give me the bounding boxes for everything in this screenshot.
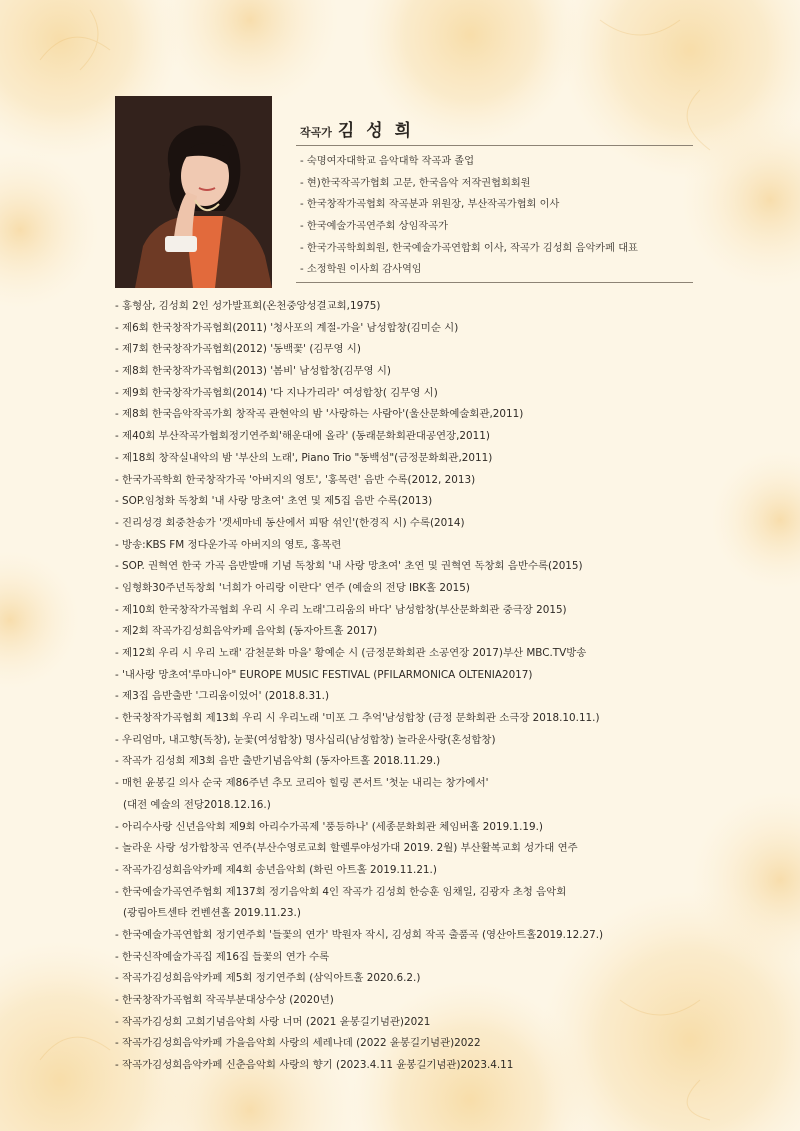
career-item: - 한국창작가곡협회 작곡부분대상수상 (2020년) (115, 994, 334, 1006)
career-item: - 작곡가김성희음악카페 신춘음악회 사랑의 향기 (2023.4.11 윤봉길기념관)2023.4.11 (115, 1059, 514, 1072)
career-item-continuation: (대전 예술의 전당2018.12.16.) (123, 798, 271, 811)
career-item: - 제7회 한국창작가곡협회(2012) '동백꽃' (김무영 시) (115, 343, 361, 356)
career-item: - 작곡가김성희 고희기념음악회 사랑 너머 (2021 윤봉길기념관)2021 (115, 1015, 431, 1028)
career-item: - 제9회 한국창작가곡협회(2014) '다 지나가리라' 여성합창( 김무영 시) (115, 386, 438, 399)
career-item: - 한국예술가곡연주협회 제137회 정기음악회 4인 작곡가 김성희 한승훈 임채일, 김광자 초청 음악회 (115, 885, 567, 898)
career-item: - SOP. 권혁연 한국 가곡 음반발매 기념 독창회 '내 사랑 망초여' 초연 및 권혁연 독창회 음반수록(2015) (115, 560, 583, 573)
header-divider-top (296, 145, 693, 146)
profile-item: - 숙명여자대학교 음악대학 작곡과 졸업 (300, 156, 475, 167)
career-item: - 작곡가김성희음악카페 제5회 정기연주회 (삼익아트홀 2020.6.2.) (115, 972, 421, 985)
career-item: - 제12회 우리 시 우리 노래' 감천문화 마을' 황예순 시 (금정문화회관 소공연장 2017)부산 MBC.TV방송 (115, 647, 587, 659)
career-item: - 작곡가 김성희 제3회 음반 출반기념음악회 (동자아트홀 2018.11.29.) (115, 755, 441, 768)
career-item: - 임형화30주년독창회 '너희가 아리랑 이란다' 연주 (예술의 전당 IBK홀 2015) (115, 581, 470, 594)
career-item: - 진리성경 회중찬송가 '겟세마네 동산에서 피땀 섞인'(한경직 시) 수록(2014) (115, 516, 465, 529)
composer-name: 김 성 희 (337, 121, 414, 141)
career-item: - SOP.임청화 독창회 '내 사랑 망초여' 초연 및 제5집 음반 수록(2013) (115, 495, 433, 508)
career-item: - 한국예술가곡연합회 정기연주회 '들꽃의 연가' 박원자 작시, 김성희 작곡 출품곡 (영산아트홀2019.12.27.) (115, 928, 604, 941)
header-divider-bottom (296, 282, 693, 283)
career-item: - 한국가곡학회 한국창작가곡 '아버지의 영토', '홍목련' 음반 수록(2012, 2013) (115, 473, 476, 486)
profile-item: - 한국예술가곡연주회 상임작곡가 (300, 221, 448, 233)
profile-list (300, 151, 700, 281)
career-item: - 제3집 음반출반 '그리움이었어' (2018.8.31.) (115, 690, 330, 703)
career-item-continuation: (광림아트센타 컨벤션홀 2019.11.23.) (123, 907, 301, 920)
career-item: - 작곡가김성희음악카페 제4회 송년음악회 (화린 아트홀 2019.11.21.) (115, 863, 437, 876)
career-item: - 작곡가김성희음악카페 가을음악회 사랑의 세레나데 (2022 윤봉길기념관)2022 (115, 1037, 481, 1050)
profile-item: - 한국가곡학회회원, 한국예술가곡연합회 이사, 작곡가 김성희 음악카페 대표 (300, 242, 638, 254)
career-list (115, 296, 765, 1077)
career-item: - 제8회 한국창작가곡협회(2013) '봄비' 남성합창(김무영 시) (115, 365, 391, 378)
profile-item: - 소정학원 이사회 감사역임 (300, 264, 422, 276)
career-item: - 놀라운 사랑 성가합창곡 연주(부산수영로교회 할렐루야성가대 2019. 2월) 부산활복교회 성가대 연주 (115, 842, 578, 855)
career-item: - 제2회 작곡가김성희음악카페 음악회 (동자아트홀 2017) (115, 625, 378, 638)
profile-item: - 한국창작가곡협회 작곡분과 위원장, 부산작곡가협회 이사 (300, 199, 560, 211)
career-item: - 제40회 부산작곡가협회정기연주회'해운대에 올라' (동래문화회관대공연장,2011) (115, 430, 490, 443)
career-item: - 매헌 윤봉길 의사 순국 제86주년 추모 코리아 힐링 콘서트 '첫눈 내리는 창가에서' (115, 777, 489, 790)
career-item: - 한국신작예술가곡집 제16집 들꽃의 연가 수록 (115, 950, 330, 963)
career-item: - 우리엄마, 내고향(독창), 눈꽃(여성합창) 명사십리(남성합창) 놀라운사랑(혼성합창) (115, 733, 496, 746)
career-item: - 홍형삼, 김성희 2인 성가발표회(온천중앙성결교회,1975) (115, 300, 381, 312)
career-item: - 방송:KBS FM 정다운가곡 아버지의 영토, 홍목련 (115, 538, 342, 551)
career-item: - 제18회 창작실내악의 밤 '부산의 노래', Piano Trio "동백섬"(금정문화회관,2011) (115, 451, 493, 464)
career-item: - 제10회 한국창작가곡협회 우리 시 우리 노래'그리움의 바다' 남성합창(부산문화회관 중극장 2015) (115, 603, 567, 616)
title-prefix: 작곡가 (300, 126, 332, 139)
career-item: - '내사랑 망초여'루마니아" EUROPE MUSIC FESTIVAL (PFILARMONICA OLTENIA2017) (115, 668, 533, 681)
composer-portrait (115, 96, 272, 288)
career-item: - 아리수사랑 신년음악회 제9회 아리수가곡제 '풍등하나' (세종문화회관 체임버홀 2019.1.19.) (115, 820, 543, 833)
profile-item: - 현)한국작곡가협회 고문, 한국음악 저작권협회회원 (300, 177, 531, 189)
career-item: - 제8회 한국음악작곡가회 창작곡 관현악의 밤 '사랑하는 사람아'(울산문화예술회관,2011) (115, 408, 524, 421)
career-item: - 한국창작가곡협회 제13회 우리 시 우리노래 '미포 그 추억'남성합창 (금정 문화회관 소극장 2018.10.11.) (115, 712, 600, 725)
career-item: - 제6회 한국창작가곡협회(2011) '청사포의 계절-가을' 남성합창(김미순 시) (115, 321, 459, 334)
composer-name-header (300, 116, 414, 141)
